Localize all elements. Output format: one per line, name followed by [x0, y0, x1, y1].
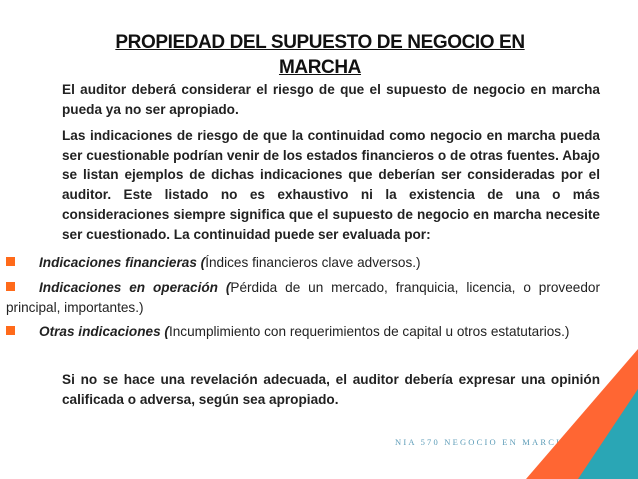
bullet-item-financial	[6, 253, 600, 273]
paragraph-risk-indications: Las indicaciones de riesgo de que la continuidad como negocio en marcha pueda ser cuestionable podrían venir de los estados financieros o de otras fuentes. Abajo se listan ejemplos de dichas indicaciones que deberían ser consideradas por el auditor. Este listado no es exhaustivo ni la existencia de una o más consideraciones siempre significa que el supuesto de negocio en marcha necesite ser cuestionado. La continuidad puede ser evaluada por:	[62, 128, 600, 242]
square-bullet-icon	[6, 282, 15, 291]
square-bullet-icon	[6, 326, 15, 335]
bullet-item-other	[6, 322, 600, 342]
bullet-text: Pérdida de un mercado, franquicia, licencia, o proveedor principal, importantes.)	[6, 280, 600, 315]
bullet-lead: Indicaciones financieras (	[39, 255, 206, 270]
bullet-lead: Indicaciones en operación (	[39, 280, 231, 295]
title-line-2: MARCHA	[278, 57, 362, 78]
bullet-item-operational	[6, 278, 600, 317]
slide-footer: NIA 570 NEGOCIO EN MARCHA	[395, 437, 573, 447]
bullet-lead: Otras indicaciones (	[39, 324, 169, 339]
paragraph-conclusion: Si no se hace una revelación adecuada, el auditor debería expresar una opinión calificada o adversa, según sea apropiado.	[62, 372, 600, 407]
bullet-text: Índices financieros clave adversos.)	[205, 255, 421, 270]
decorative-teal-triangle	[578, 389, 638, 479]
title-line-1: PROPIEDAD DEL SUPUESTO DE NEGOCIO EN	[115, 32, 525, 53]
bullet-text: Incumplimiento con requerimientos de capital u otros estatutarios.)	[168, 324, 570, 339]
square-bullet-icon	[6, 257, 15, 266]
paragraph-auditor-risk: El auditor deberá considerar el riesgo de que el supuesto de negocio en marcha pueda ya no ser apropiado.	[62, 82, 600, 117]
slide-title	[85, 30, 555, 80]
